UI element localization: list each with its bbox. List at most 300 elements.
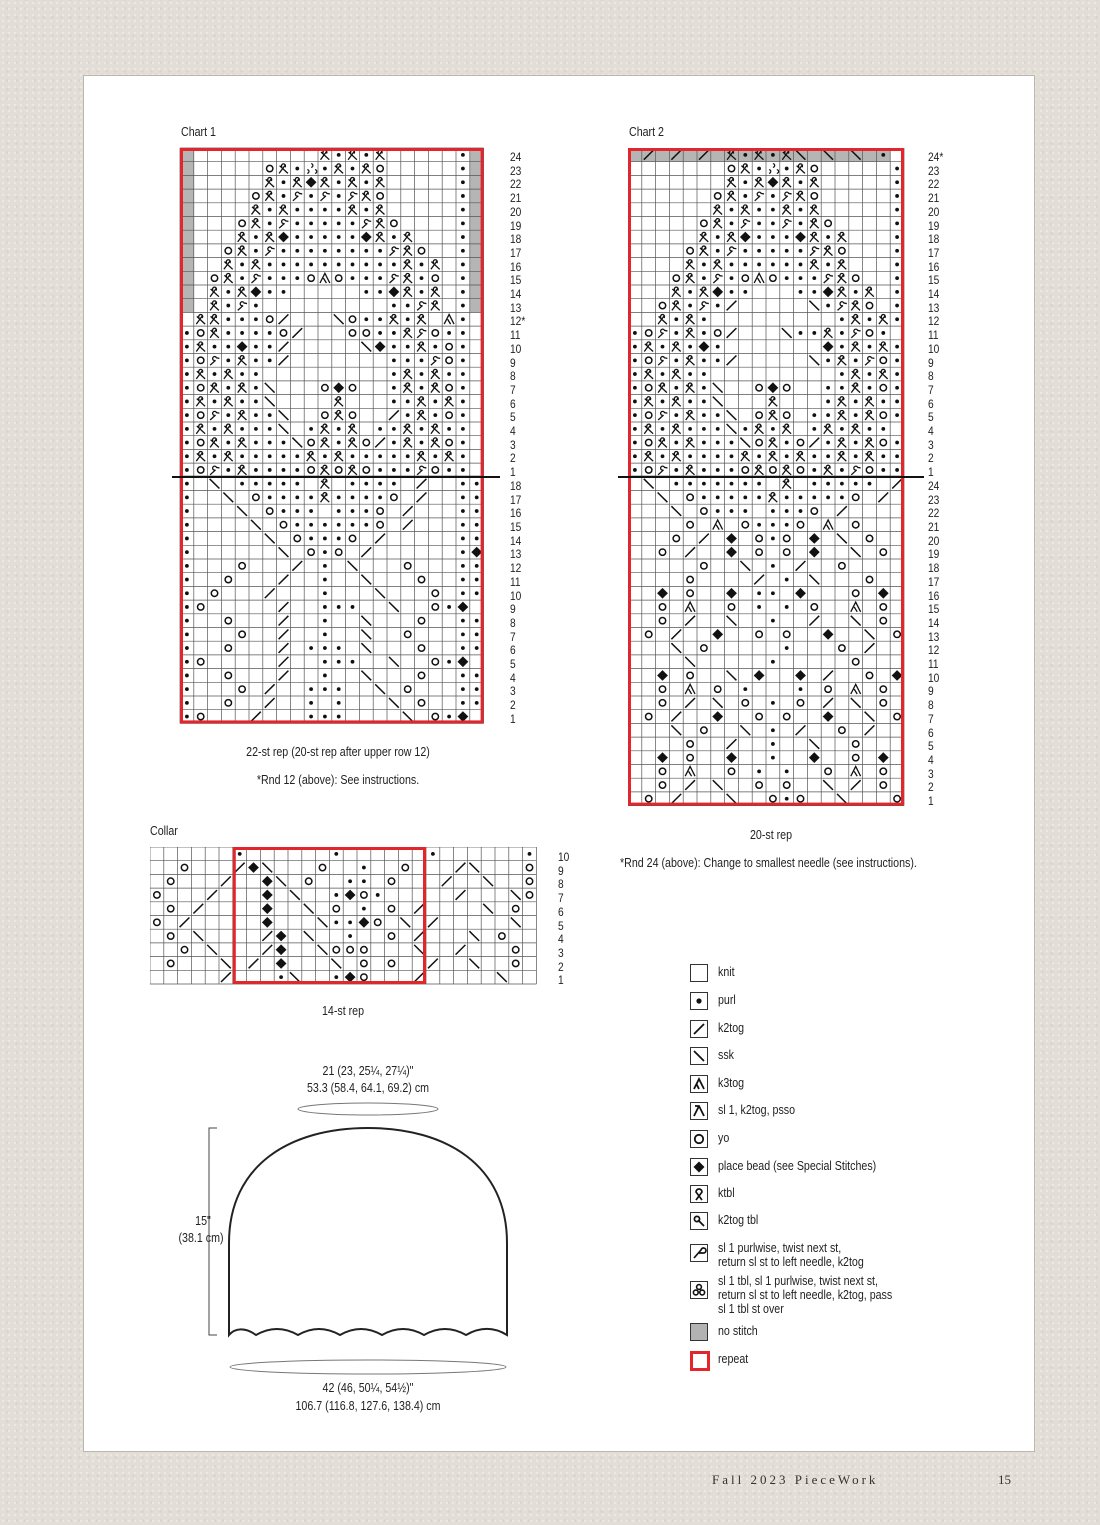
purl-mark [461,235,465,239]
purl-mark [895,208,899,212]
purl-mark [702,263,706,267]
purl-mark [337,509,341,513]
purl-mark [295,454,299,458]
purl-mark [757,221,761,225]
row-label: 16 [510,259,522,274]
purl-mark [378,427,382,431]
row-label: 10 [510,341,522,356]
purl-mark [392,263,396,267]
purl-mark [348,879,352,883]
purl-mark [461,317,465,321]
purl-mark [185,619,189,623]
purl-mark [254,386,258,390]
purl-mark [282,454,286,458]
purl-mark [378,249,382,253]
purl-mark [213,400,217,404]
purl-mark [185,605,189,609]
purl-mark [475,564,479,568]
purl-mark [351,454,355,458]
purl-mark [812,276,816,280]
purl-mark [226,358,230,362]
purl-mark [688,427,692,431]
purl-mark [895,345,899,349]
purl-mark [185,701,189,705]
purl-mark [420,276,424,280]
purl-mark [254,331,258,335]
purl-mark [323,632,327,636]
legend-label-line: return sl st to left needle, k2tog [718,1254,864,1269]
legend-label: purl [718,992,736,1007]
purl-mark [757,167,761,171]
purl-mark [282,468,286,472]
row-label: 2 [928,780,934,795]
purl-mark [337,208,341,212]
row-label: 21 [928,191,940,206]
purl-mark [362,907,366,911]
purl-mark [743,263,747,267]
legend-label: k2tog tbl [718,1212,759,1227]
row-label: 2 [510,698,516,713]
purl-mark [323,674,327,678]
repeat-symbol-icon [690,1351,710,1371]
purl-mark [730,276,734,280]
purl-mark [254,304,258,308]
purl-mark [785,276,789,280]
purl-mark [461,263,465,267]
chart1-row-labels-top [510,151,528,727]
purl-mark [461,564,465,568]
purl-mark [364,317,368,321]
row-label: 1 [510,711,516,726]
row-label: 16 [928,259,940,274]
purl-mark [185,331,189,335]
purl-mark [881,427,885,431]
purl-mark [185,509,189,513]
purl-mark [337,441,341,445]
purl-mark [461,632,465,636]
purl-mark [406,358,410,362]
row-label: 23 [928,492,940,507]
purl-mark [812,290,816,294]
row-label: 4 [928,424,934,439]
purl-mark [771,194,775,198]
purl-mark [348,934,352,938]
purl-mark [268,441,272,445]
purl-mark [309,208,313,212]
purl-mark [334,920,338,924]
purl-mark [254,317,258,321]
purl-mark [461,208,465,212]
purl-mark [461,495,465,499]
purl-mark [702,495,706,499]
purl-mark [461,550,465,554]
purl-mark [475,578,479,582]
row-label: 2 [928,451,934,466]
row-label: 1 [510,465,516,480]
purl-mark [881,331,885,335]
purl-mark [716,441,720,445]
legend-label: repeat [718,1351,749,1366]
schematic-height-in: 15" [195,1213,211,1228]
chart2-caption: 20-st rep [749,827,793,842]
page-number: 15 [998,1472,1011,1487]
purl-mark [854,482,858,486]
purl-mark [378,454,382,458]
purl-mark [254,249,258,253]
purl-mark [688,372,692,376]
purl-mark [240,400,244,404]
purl-mark [730,263,734,267]
purl-mark [295,235,299,239]
purl-mark [633,331,637,335]
purl-mark [854,358,858,362]
purl-mark [392,427,396,431]
purl-mark [840,468,844,472]
purl-mark [757,523,761,527]
row-label: 3 [558,945,564,960]
twist-pass-symbol-icon [690,1281,708,1299]
row-label: 22 [928,177,940,192]
purl-mark [854,400,858,404]
row-label: 6 [928,396,934,411]
ssk-symbol-icon [690,1047,708,1065]
purl-mark [854,413,858,417]
purl-mark [295,468,299,472]
purl-mark [895,358,899,362]
purl-mark [185,386,189,390]
purl-mark [475,646,479,650]
purl-mark [240,263,244,267]
purl-mark [702,276,706,280]
purl-mark [461,523,465,527]
purl-mark [323,578,327,582]
purl-mark [364,523,368,527]
purl-mark [433,454,437,458]
purl-mark [461,180,465,184]
purl-mark [688,482,692,486]
purl-mark [337,194,341,198]
row-label: 4 [928,752,934,767]
legend-label-line: sl 1 purlwise, twist next st, [718,1240,842,1255]
purl-mark [840,427,844,431]
row-label: 15 [928,602,940,617]
twist-k2tog-symbol-icon [690,1244,708,1262]
purl-mark [433,400,437,404]
purl-mark [743,290,747,294]
purl-mark [702,427,706,431]
purl-mark [240,372,244,376]
purl-mark [282,441,286,445]
purl-mark [392,331,396,335]
row-label: 23 [510,163,522,178]
purl-mark [295,167,299,171]
purl-mark [716,413,720,417]
purl-mark [364,153,368,157]
purl-mark [309,523,313,527]
purl-mark [633,372,637,376]
purl-mark [337,605,341,609]
purl-mark [351,221,355,225]
purl-mark [730,208,734,212]
page-footer: Fall 2023 PieceWork [712,1472,879,1487]
purl-mark [433,345,437,349]
row-label: 8 [558,877,564,892]
row-label: 3 [928,766,934,781]
purl-mark [826,413,830,417]
purl-mark [254,345,258,349]
purl-mark [661,345,665,349]
purl-mark [785,509,789,513]
chart2-row-labels [928,151,946,809]
purl-mark [351,495,355,499]
purl-mark [240,482,244,486]
purl-mark [475,495,479,499]
purl-mark [716,482,720,486]
purl-mark [633,358,637,362]
purl-mark [895,180,899,184]
purl-mark [406,345,410,349]
purl-mark [309,509,313,513]
purl-mark [392,468,396,472]
purl-mark [295,276,299,280]
purl-mark [826,386,830,390]
row-label: 3 [510,684,516,699]
purl-mark [309,495,313,499]
legend-label: k3tog [718,1075,745,1090]
purl-mark [461,701,465,705]
purl-mark [771,509,775,513]
purl-mark [854,441,858,445]
row-label: 19 [928,547,940,562]
purl-mark [226,304,230,308]
purl-mark [268,495,272,499]
purl-mark [895,276,899,280]
row-label: 20 [928,204,940,219]
row-label: 3 [510,437,516,452]
row-label: 1 [928,794,934,809]
purl-mark [185,358,189,362]
purl-mark [799,495,803,499]
purl-mark [351,249,355,253]
row-label: 12 [928,643,940,658]
purl-mark [406,317,410,321]
purl-mark [771,523,775,527]
purl-mark [461,537,465,541]
purl-mark [461,249,465,253]
purl-mark [461,413,465,417]
purl-mark [743,482,747,486]
legend-label [718,1274,892,1316]
row-label: 9 [510,355,516,370]
purl-mark [716,249,720,253]
purl-mark [447,605,451,609]
purl-mark [254,468,258,472]
purl-mark [185,427,189,431]
purl-mark [854,454,858,458]
purl-mark [337,249,341,253]
purl-mark [351,509,355,513]
purl-mark [282,482,286,486]
purl-mark [661,372,665,376]
row-label: 18 [510,232,522,247]
purl-mark [323,619,327,623]
purl-mark [392,372,396,376]
purl-mark [376,893,380,897]
row-label: 6 [558,904,564,919]
purl-mark [185,537,189,541]
purl-mark [674,468,678,472]
purl-mark [295,509,299,513]
purl-mark [771,660,775,664]
collar-caption: 14-st rep [321,1003,365,1018]
purl-mark [743,180,747,184]
purl-mark [213,372,217,376]
purl-mark [716,468,720,472]
purl-mark [771,221,775,225]
purl-mark [337,180,341,184]
purl-mark [716,495,720,499]
purl-mark [895,304,899,308]
purl-mark [826,263,830,267]
schematic-height-cm: (38.1 cm) [178,1230,224,1245]
purl-mark [268,263,272,267]
purl-mark [337,646,341,650]
schematic-top-cm: 53.3 (58.4, 64.1, 69.2) cm [306,1080,430,1095]
purl-mark [378,468,382,472]
row-label: 13 [928,629,940,644]
purl-mark [461,167,465,171]
purl-mark [633,345,637,349]
purl-mark [254,482,258,486]
purl-mark [812,468,816,472]
purl-mark [334,893,338,897]
purl-mark [226,413,230,417]
purl-mark [268,276,272,280]
purl-mark [461,304,465,308]
purl-mark [461,358,465,362]
purl-mark [674,482,678,486]
purl-mark [757,249,761,253]
purl-mark [812,482,816,486]
row-label: 7 [558,891,564,906]
purl-mark [757,454,761,458]
purl-mark [185,660,189,664]
legend-label: ssk [718,1047,734,1062]
row-label: 9 [558,863,564,878]
row-label: 24 [928,478,940,493]
purl-mark [895,167,899,171]
purl-mark [674,386,678,390]
purl-mark [240,454,244,458]
purl-mark [406,304,410,308]
row-label: 7 [510,382,516,397]
purl-mark [295,221,299,225]
purl-mark [185,441,189,445]
hat-outline [229,1128,507,1335]
row-label: 7 [510,629,516,644]
k2tog-tbl-symbol-icon [690,1212,708,1230]
purl-mark [185,564,189,568]
purl-mark [771,208,775,212]
purl-mark [323,687,327,691]
row-label: 22 [510,177,522,192]
purl-mark [392,400,396,404]
purl-mark [757,482,761,486]
purl-mark [475,537,479,541]
purl-mark [461,276,465,280]
purl-mark [771,249,775,253]
purl-mark [826,235,830,239]
row-label: 11 [928,657,939,672]
purl-mark [337,715,341,719]
purl-mark [895,290,899,294]
purl-mark [337,153,341,157]
purl-mark [743,427,747,431]
purl-mark [185,632,189,636]
purl-mark [743,687,747,691]
purl-mark [688,454,692,458]
purl-mark [771,756,775,760]
k2tog-symbol-icon [690,1020,708,1038]
purl-mark [351,482,355,486]
purl-mark [771,619,775,623]
purl-mark [461,441,465,445]
purl-mark [364,208,368,212]
legend-label: knit [718,964,735,979]
purl-mark [702,441,706,445]
purl-mark [475,619,479,623]
purl-mark [743,153,747,157]
purl-mark [461,345,465,349]
purl-mark [475,632,479,636]
purl-symbol-icon [690,992,708,1010]
yo-symbol-icon [690,1130,708,1148]
purl-mark [771,235,775,239]
purl-mark [661,454,665,458]
purl-mark [461,591,465,595]
purl-mark [185,550,189,554]
row-label: 18 [928,232,940,247]
row-label: 8 [510,615,516,630]
purl-mark [420,358,424,362]
legend-label [718,1241,864,1269]
purl-mark [633,427,637,431]
chart2-grid [628,148,915,815]
purl-mark [771,537,775,541]
purl-mark [323,208,327,212]
purl-mark [881,454,885,458]
ktbl-symbol-icon [690,1185,708,1203]
purl-mark [364,290,368,294]
purl-mark [730,495,734,499]
purl-mark [226,317,230,321]
purl-mark [674,358,678,362]
purl-mark [392,345,396,349]
purl-mark [702,413,706,417]
purl-mark [240,317,244,321]
legend-label: no stitch [718,1323,758,1338]
purl-mark [323,235,327,239]
purl-mark [420,290,424,294]
purl-mark [461,194,465,198]
legend-label: place bead (see Special Stitches) [718,1158,877,1173]
purl-mark [633,413,637,417]
row-label: 5 [510,657,516,672]
sl1-k2tog-psso-symbol-icon [690,1102,708,1120]
chart2-divider-line [618,476,924,478]
legend-label: sl 1, k2tog, psso [718,1102,796,1117]
purl-mark [633,400,637,404]
